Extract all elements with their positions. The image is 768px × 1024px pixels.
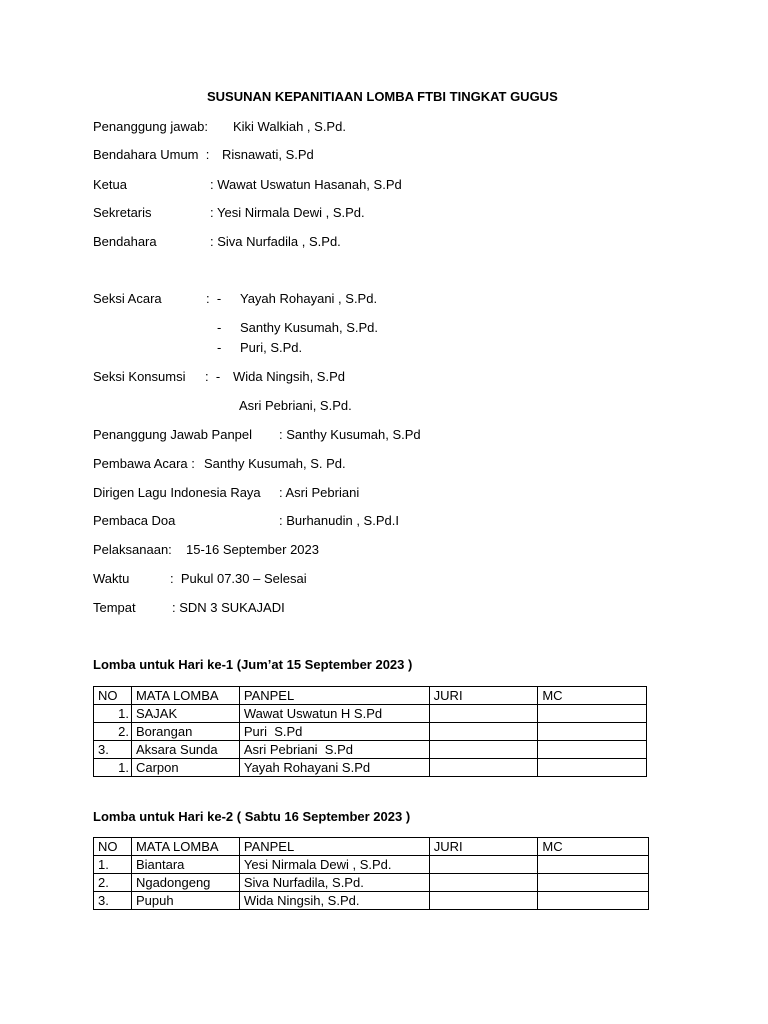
penanggung-jawab-label: Penanggung jawab: xyxy=(93,119,208,134)
pembaca-doa-label: Pembaca Doa xyxy=(93,513,176,528)
pembawa-acara-value: Santhy Kusumah, S. Pd. xyxy=(204,456,346,471)
day1-heading: Lomba untuk Hari ke-1 (Jum’at 15 September 2023 ) xyxy=(93,657,413,672)
bendahara-umum-label: Bendahara Umum : xyxy=(93,147,210,162)
cell-panpel: Wawat Uswatun H S.Pd xyxy=(239,705,429,723)
cell-no: 3. xyxy=(94,892,132,910)
cell-panpel: Yayah Rohayani S.Pd xyxy=(239,759,429,777)
seksi-acara-dash: - xyxy=(217,340,222,355)
seksi-konsumsi-member: Asri Pebriani, S.Pd. xyxy=(239,398,352,413)
cell-juri xyxy=(429,856,538,874)
seksi-acara-colon: : - xyxy=(206,291,222,306)
table-row xyxy=(94,705,647,723)
seksi-konsumsi-colon: : - xyxy=(205,369,221,384)
pelaksanaan-value: 15-16 September 2023 xyxy=(186,542,319,557)
header-no: NO xyxy=(94,687,132,705)
seksi-acara-dash: - xyxy=(217,320,222,335)
cell-mata-lomba: SAJAK xyxy=(131,705,239,723)
cell-juri xyxy=(429,741,538,759)
bendahara-umum-value: Risnawati, S.Pd xyxy=(222,147,314,162)
cell-no: 2. xyxy=(94,874,132,892)
cell-mc xyxy=(538,723,647,741)
cell-mata-lomba: Carpon xyxy=(131,759,239,777)
cell-no: 3. xyxy=(94,741,132,759)
cell-mc xyxy=(538,874,649,892)
cell-mata-lomba: Borangan xyxy=(131,723,239,741)
cell-mc xyxy=(538,892,649,910)
header-juri: JURI xyxy=(429,838,538,856)
waktu-label: Waktu xyxy=(93,571,130,586)
cell-mata-lomba: Ngadongeng xyxy=(131,874,239,892)
table-header-row xyxy=(94,838,649,856)
cell-juri xyxy=(429,759,538,777)
cell-no: 2. xyxy=(94,723,132,741)
cell-juri xyxy=(429,705,538,723)
table-row xyxy=(94,874,649,892)
pj-panpel-label: Penanggung Jawab Panpel xyxy=(93,427,253,442)
cell-panpel: Wida Ningsih, S.Pd. xyxy=(239,892,429,910)
table-header-row xyxy=(94,687,647,705)
penanggung-jawab-value: Kiki Walkiah , S.Pd. xyxy=(233,119,346,134)
cell-mc xyxy=(538,705,647,723)
cell-juri xyxy=(429,723,538,741)
pj-panpel-value: : Santhy Kusumah, S.Pd xyxy=(279,427,421,442)
header-mata-lomba: MATA LOMBA xyxy=(131,838,239,856)
cell-mata-lomba: Pupuh xyxy=(131,892,239,910)
pelaksanaan-label: Pelaksanaan: xyxy=(93,542,172,557)
header-mc: MC xyxy=(538,838,649,856)
header-mata-lomba: MATA LOMBA xyxy=(131,687,239,705)
seksi-konsumsi-label: Seksi Konsumsi xyxy=(93,369,186,384)
tempat-value: : SDN 3 SUKAJADI xyxy=(172,600,285,615)
cell-mc xyxy=(538,759,647,777)
header-panpel: PANPEL xyxy=(239,838,429,856)
table-row xyxy=(94,741,647,759)
seksi-acara-member: Puri, S.Pd. xyxy=(240,340,303,355)
table-row xyxy=(94,856,649,874)
header-juri: JURI xyxy=(429,687,538,705)
ketua-value: : Wawat Uswatun Hasanah, S.Pd xyxy=(210,177,402,192)
pembawa-acara-label: Pembawa Acara : xyxy=(93,456,195,471)
cell-juri xyxy=(429,874,538,892)
cell-juri xyxy=(429,892,538,910)
table-row xyxy=(94,892,649,910)
table-row xyxy=(94,723,647,741)
bendahara-label: Bendahara xyxy=(93,234,157,249)
cell-no: 1. xyxy=(94,705,132,723)
sekretaris-label: Sekretaris xyxy=(93,205,152,220)
cell-no: 1. xyxy=(94,759,132,777)
cell-no: 1. xyxy=(94,856,132,874)
table-row xyxy=(94,759,647,777)
header-mc: MC xyxy=(538,687,647,705)
cell-panpel: Siva Nurfadila, S.Pd. xyxy=(239,874,429,892)
header-panpel: PANPEL xyxy=(239,687,429,705)
dirigen-label: Dirigen Lagu Indonesia Raya xyxy=(93,485,261,500)
page-title: SUSUNAN KEPANITIAAN LOMBA FTBI TINGKAT GUGUS xyxy=(207,89,558,104)
cell-panpel: Yesi Nirmala Dewi , S.Pd. xyxy=(239,856,429,874)
day2-heading: Lomba untuk Hari ke-2 ( Sabtu 16 September 2023 ) xyxy=(93,809,411,824)
cell-panpel: Puri S.Pd xyxy=(239,723,429,741)
seksi-konsumsi-member: Wida Ningsih, S.Pd xyxy=(233,369,345,384)
cell-mc xyxy=(538,856,649,874)
cell-mata-lomba: Aksara Sunda xyxy=(131,741,239,759)
day2-table xyxy=(93,837,649,910)
header-no: NO xyxy=(94,838,132,856)
cell-panpel: Asri Pebriani S.Pd xyxy=(239,741,429,759)
ketua-label: Ketua xyxy=(93,177,127,192)
sekretaris-value: : Yesi Nirmala Dewi , S.Pd. xyxy=(210,205,365,220)
cell-mata-lomba: Biantara xyxy=(131,856,239,874)
seksi-acara-member: Yayah Rohayani , S.Pd. xyxy=(240,291,378,306)
dirigen-value: : Asri Pebriani xyxy=(279,485,360,500)
pembaca-doa-value: : Burhanudin , S.Pd.I xyxy=(279,513,399,528)
tempat-label: Tempat xyxy=(93,600,136,615)
seksi-acara-member: Santhy Kusumah, S.Pd. xyxy=(240,320,379,335)
day1-table xyxy=(93,686,647,777)
seksi-acara-label: Seksi Acara xyxy=(93,291,162,306)
cell-mc xyxy=(538,741,647,759)
waktu-value: : Pukul 07.30 – Selesai xyxy=(170,571,307,586)
bendahara-value: : Siva Nurfadila , S.Pd. xyxy=(210,234,341,249)
